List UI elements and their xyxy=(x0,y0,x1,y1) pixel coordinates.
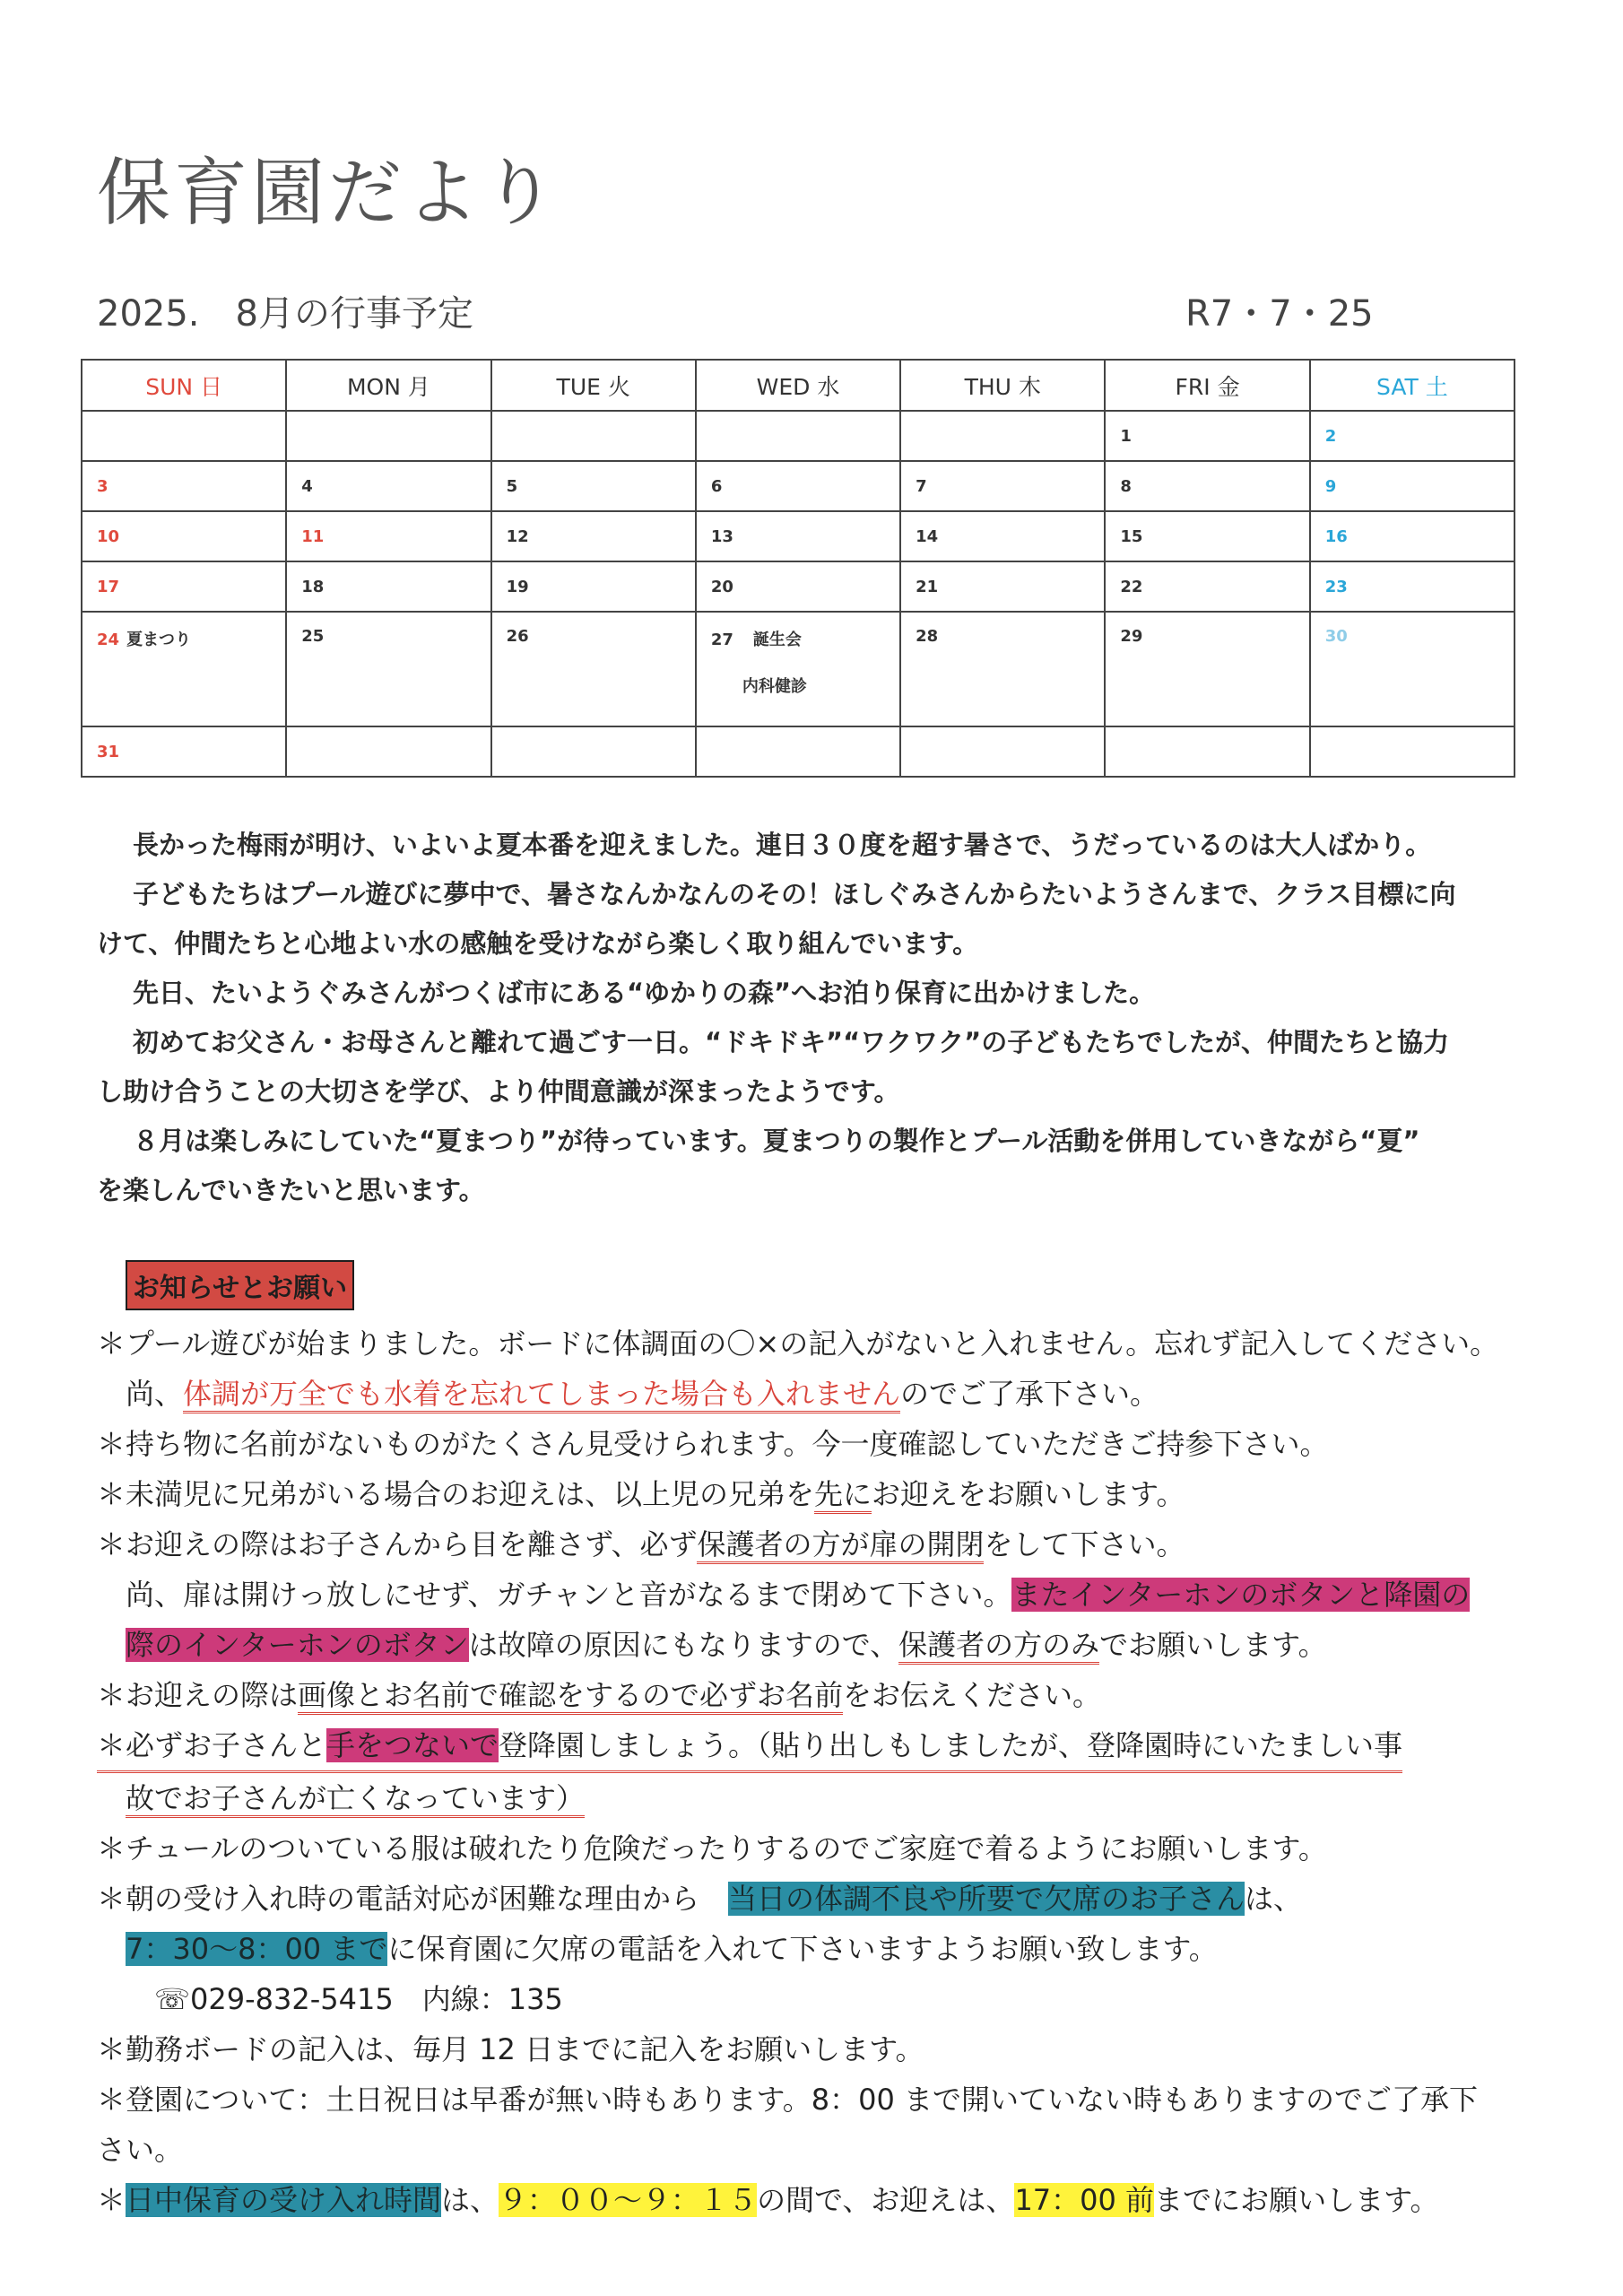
notice-text: でお願いします。 xyxy=(1099,1628,1327,1662)
calendar-cell: 17 xyxy=(82,561,286,612)
notice-text: お迎えをお願いします。 xyxy=(872,1477,1185,1511)
calendar-cell: 2 xyxy=(1310,411,1515,461)
calendar-cell xyxy=(900,411,1105,461)
pink-highlight: またインターホンのボタンと降園の xyxy=(1011,1578,1471,1612)
calendar-cell: 10 xyxy=(82,511,286,561)
calendar-cell: 20 xyxy=(696,561,900,612)
intro-paragraph: し助け合うことの大切さを学び、より仲間意識が深まったようです。 xyxy=(97,1076,900,1107)
calendar-week xyxy=(82,411,1515,461)
notice-text: に保育園に欠席の電話を入れて下さいますようお願い致します。 xyxy=(387,1932,1218,1966)
calendar-cell: 3 xyxy=(82,461,286,511)
underlined-text: 保護者の方が扉の開閉 xyxy=(697,1527,984,1564)
calendar-cell xyxy=(1310,726,1515,777)
intro-paragraph: 先日、たいようぐみさんがつくば市にある“ゆかりの森”へお泊り保育に出かけました。 xyxy=(133,978,1156,1008)
intro-paragraph: けて、仲間たちと心地よい水の感触を受けながら楽しく取り組んでいます。 xyxy=(97,928,979,959)
calendar-cell: 5 xyxy=(491,461,696,511)
yellow-highlight: 17：00 前 xyxy=(1014,2183,1155,2217)
calendar-cell: 21 xyxy=(900,561,1105,612)
notice-item xyxy=(97,1720,1402,1773)
notice-text: ＊必ずお子さんと xyxy=(97,1728,327,1762)
teal-highlight: 当日の体調不良や所要で欠席のお子さん xyxy=(728,1882,1245,1916)
day-header-thu: THU 木 xyxy=(900,360,1105,411)
calendar-cell xyxy=(696,411,900,461)
event-calendar xyxy=(81,359,1515,778)
notice-item xyxy=(97,1773,1567,1823)
day-number: 24 xyxy=(97,631,120,649)
calendar-cell xyxy=(82,411,286,461)
notice-text: 尚、 xyxy=(126,1377,184,1411)
calendar-cell: 4 xyxy=(286,461,490,511)
calendar-cell: 6 xyxy=(696,461,900,511)
calendar-cell xyxy=(82,612,286,726)
day-header-mon: MON 月 xyxy=(286,360,490,411)
calendar-cell: 13 xyxy=(696,511,900,561)
calendar-cell-holiday: 11 xyxy=(286,511,490,561)
calendar-cell: 23 xyxy=(1310,561,1515,612)
calendar-cell: 7 xyxy=(900,461,1105,511)
calendar-cell: 8 xyxy=(1105,461,1309,511)
notice-text: までにお願いします。 xyxy=(1154,2183,1439,2217)
underlined-text: 故でお子さんが亡くなっています） xyxy=(126,1781,585,1818)
calendar-cell xyxy=(1105,726,1309,777)
event-label: 夏まつり xyxy=(126,631,192,649)
yellow-highlight: ９：００～９：１５ xyxy=(499,2183,758,2217)
notice-text: ＊未満児に兄弟がいる場合のお迎えは、以上児の兄弟を xyxy=(97,1477,815,1511)
issue-date: R7・7・25 xyxy=(1185,293,1374,335)
notice-text: 登降園しましょう。（貼り出しもしましたが、登降園時にいたましい事 xyxy=(499,1728,1403,1762)
intro-paragraph: を楽しんでいきたいと思います。 xyxy=(97,1175,485,1205)
calendar-week xyxy=(82,511,1515,561)
calendar-cell xyxy=(696,726,900,777)
calendar-week xyxy=(82,726,1515,777)
underlined-text: 画像とお名前で確認をするので必ずお名前 xyxy=(298,1678,843,1715)
notice-text: のでご了承下さい。 xyxy=(900,1377,1159,1411)
day-header-sat: SAT 土 xyxy=(1310,360,1515,411)
calendar-week xyxy=(82,612,1515,726)
teal-highlight: 7：30～8：00 まで xyxy=(126,1932,388,1966)
page-title: 保育園だより xyxy=(97,151,560,236)
calendar-cell: 31 xyxy=(82,726,286,777)
notice-item: ＊登園について：土日祝日は早番が無い時もあります。8：00 まで開いていない時もありますのでご了承下 xyxy=(97,2083,1479,2117)
calendar-cell xyxy=(491,726,696,777)
calendar-cell: 1 xyxy=(1105,411,1309,461)
red-warning-text: 体調が万全でも水着を忘れてしまった場合も入れません xyxy=(183,1377,900,1413)
notice-text: は故障の原因にもなりますので、 xyxy=(468,1628,899,1662)
notice-text: は、 xyxy=(441,2183,499,2217)
calendar-cell: 28 xyxy=(900,612,1105,726)
calendar-cell: 29 xyxy=(1105,612,1309,726)
notice-item xyxy=(97,1369,1567,1419)
notice-text: をお伝えください。 xyxy=(843,1678,1102,1712)
notice-text: の間で、お迎えは、 xyxy=(757,2183,1015,2217)
notice-text: ＊お迎えの際はお子さんから目を離さず、必ず xyxy=(97,1527,698,1561)
notice-item: ＊チュールのついている服は破れたり危険だったりするのでご家庭で着るようにお願いします。 xyxy=(97,1831,1327,1866)
calendar-cell: 19 xyxy=(491,561,696,612)
calendar-cell: 18 xyxy=(286,561,490,612)
notice-item xyxy=(97,2175,1567,2225)
calendar-cell: 25 xyxy=(286,612,490,726)
phone-number: ☏029-832-5415 内線：135 xyxy=(154,1982,563,2016)
schedule-subtitle: 2025. 8月の行事予定 xyxy=(97,293,473,335)
day-header-sun: SUN 日 xyxy=(82,360,286,411)
day-number: 27 xyxy=(710,631,733,649)
calendar-cell: 15 xyxy=(1105,511,1309,561)
pink-highlight: 際のインターホンのボタン xyxy=(126,1628,469,1662)
calendar-cell xyxy=(286,411,490,461)
calendar-week xyxy=(82,461,1515,511)
intro-paragraph: ８月は楽しみにしていた“夏まつり”が待っています。夏まつりの製作とプール活動を併用していきながら“夏” xyxy=(133,1126,1420,1156)
notice-text: ＊ xyxy=(97,2183,126,2217)
notice-list xyxy=(97,1318,1567,2225)
underlined-text: 先に xyxy=(814,1477,872,1514)
intro-paragraph: 子どもたちはプール遊びに夢中で、暑さなんかなんのその！ほしぐみさんからたいようさんまで、クラス目標に向 xyxy=(133,879,1456,909)
underlined-text: 保護者の方のみ xyxy=(898,1628,1099,1665)
calendar-header-row xyxy=(82,360,1515,411)
intro-paragraph: 初めてお父さん・お母さんと離れて過ごす一日。“ドキドキ”“ワクワク”の子どもたちでしたが、仲間たちと協力 xyxy=(133,1027,1449,1057)
intro-paragraph: 長かった梅雨が明け、いよいよ夏本番を迎えました。連日３０度を超す暑さで、うだっているのは大人ばかり。 xyxy=(133,830,1432,860)
calendar-cell xyxy=(696,612,900,726)
calendar-cell xyxy=(900,726,1105,777)
notice-item xyxy=(97,1519,1567,1570)
calendar-cell: 22 xyxy=(1105,561,1309,612)
calendar-cell: 9 xyxy=(1310,461,1515,511)
notice-text: ＊お迎えの際は xyxy=(97,1678,299,1712)
notice-item: ＊持ち物に名前がないものがたくさん見受けられます。今一度確認していただきご持参下さい。 xyxy=(97,1427,1329,1461)
notice-item xyxy=(97,1670,1567,1720)
calendar-cell xyxy=(286,726,490,777)
calendar-cell: 16 xyxy=(1310,511,1515,561)
calendar-cell: 30 xyxy=(1310,612,1515,726)
pink-highlight: 手をつないで xyxy=(326,1728,499,1762)
notice-item xyxy=(97,1874,1567,1924)
notice-item: さい。 xyxy=(97,2133,184,2167)
calendar-cell xyxy=(491,411,696,461)
notice-text: 尚、扉は開けっ放しにせず、ガチャンと音がなるまで閉めて下さい。 xyxy=(126,1578,1012,1612)
teal-highlight: 日中保育の受け入れ時間 xyxy=(126,2183,442,2217)
notice-item xyxy=(97,1620,1567,1670)
day-header-fri: FRI 金 xyxy=(1105,360,1309,411)
day-header-tue: TUE 火 xyxy=(491,360,696,411)
event-label: 内科健診 xyxy=(742,677,807,696)
notice-item: ＊勤務ボードの記入は、毎月 12 日までに記入をお願いします。 xyxy=(97,2032,924,2066)
notice-item xyxy=(97,1924,1567,1974)
calendar-cell: 26 xyxy=(491,612,696,726)
notice-heading: お知らせとお願い xyxy=(126,1260,354,1310)
intro-text xyxy=(97,821,1541,1215)
day-header-wed: WED 水 xyxy=(696,360,900,411)
notice-item xyxy=(97,1570,1567,1620)
calendar-week xyxy=(82,561,1515,612)
calendar-cell: 14 xyxy=(900,511,1105,561)
calendar-cell: 12 xyxy=(491,511,696,561)
event-label: 誕生会 xyxy=(752,631,802,649)
notice-text: は、 xyxy=(1245,1882,1303,1916)
notice-text: をして下さい。 xyxy=(984,1527,1185,1561)
notice-item xyxy=(97,1469,1567,1519)
notice-item: ＊プール遊びが始まりました。ボードに体調面の〇×の記入がないと入れません。忘れず記入してください。 xyxy=(97,1326,1499,1361)
notice-text: ＊朝の受け入れ時の電話対応が困難な理由から xyxy=(97,1882,729,1916)
